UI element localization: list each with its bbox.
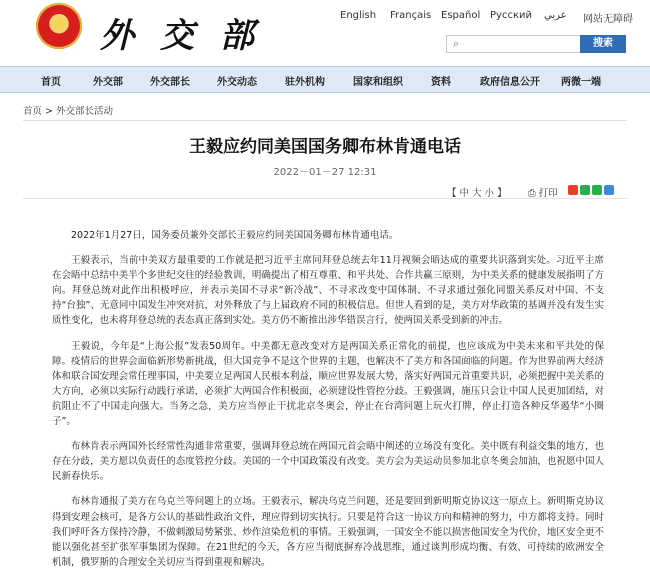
lang-russian-link[interactable]: Русский xyxy=(490,10,532,21)
lang-english-link[interactable]: English xyxy=(340,10,377,21)
article-body xyxy=(52,228,604,580)
nav-item-gov-info[interactable]: 政府信息公开 xyxy=(480,77,540,88)
language-links xyxy=(340,10,650,24)
nav-item-social[interactable]: 两微一端 xyxy=(561,77,601,88)
search-button[interactable]: 搜索 xyxy=(580,35,626,53)
nav-item-resources[interactable]: 资料 xyxy=(431,77,451,88)
lang-spanish-link[interactable]: Español xyxy=(441,10,481,21)
font-size-control[interactable]: 【 中 大 小 】 xyxy=(447,188,507,199)
nav-item-diplomatic-news[interactable]: 外交动态 xyxy=(217,77,257,88)
nav-item-minister[interactable]: 外交部长 xyxy=(150,77,190,88)
print-label: 打印 xyxy=(538,188,558,199)
article-paragraph: 布林肯通报了美方在乌克兰等问题上的立场。王毅表示，解决乌克兰问题，还是要回到新明斯克协议这一原点上。新明斯克协议得到安理会核可，是各方公认的基础性政治文件，理应得到切实执行。只要是符合这一协议方向和精神的努力，中方都将支持。同时我们呼吁各方保持冷静，不做刺激局势紧张、炒作渲染危机的事情。王毅强调，一国安全不能以损害他国安全为代价，地区安全更不能以强化甚至扩张军事集团为保障。在21世纪的今天，各方应当彻底摒弃冷战思维，通过谈判形成均衡、有效、可持续的欧洲安全机制，俄罗斯的合理安全关切应当得到重视和解决。 xyxy=(52,496,604,568)
nav-item-home[interactable]: 首页 xyxy=(41,77,61,88)
site-header xyxy=(0,0,650,64)
search-input[interactable] xyxy=(465,36,575,51)
nav-item-missions[interactable]: 驻外机构 xyxy=(285,77,325,88)
article-paragraph: 王毅表示，当前中美双方最重要的工作就是把习近平主席同拜登总统去年11月视频会晤达成的重要共识落到实处。习近平主席在会晤中总结中美半个多世纪交往的经验教训，明确提出了相互尊重、和平共处、合作共赢三原则，为中美关系的健康发展指明了方向。拜登总统对此作出积极呼应，并表示美国不寻求“新冷战”、不寻求改变中国体制、不寻求通过强化同盟关系反对中国、不支持“台独”、无意同中国发生冲突对抗，对外释放了与上届政府不同的积极信息。但世人看到的是，美方对华政策的基调并没有发生实质性变化，也未将拜登总统的表态真正落到实处。美方仍不断推出涉华错误言行，使两国关系受到新的冲击。 xyxy=(52,255,604,327)
print-button[interactable] xyxy=(528,185,558,199)
print-icon: ⎙ xyxy=(528,188,536,199)
lang-french-link[interactable]: Français xyxy=(390,10,432,21)
nav-item-ministry[interactable]: 外交部 xyxy=(93,77,123,88)
divider xyxy=(23,120,627,121)
site-logo-text[interactable]: 外交部 xyxy=(100,16,280,56)
national-emblem-icon[interactable]: ★ xyxy=(36,3,82,49)
lang-arabic-link[interactable]: عربي xyxy=(544,10,567,21)
search-box xyxy=(446,35,626,53)
weibo-icon[interactable] xyxy=(568,185,578,195)
article-paragraph: 2022年1月27日，国务委员兼外交部长王毅应约同美国国务卿布林肯通电话。 xyxy=(71,230,399,241)
breadcrumb[interactable]: 首页 > 外交部长活动 xyxy=(23,106,113,117)
wechat-moments-icon[interactable] xyxy=(592,185,602,195)
article-paragraph: 布林肯表示两国外长经常性沟通非常重要，强调拜登总统在两国元首会晤中阐述的立场没有变化。美中既有利益交集的地方，也存在分歧，美方愿以负责任的态度管控分歧。美国的一个中国政策没有改变。美方会为美运动员参加北京冬奥会加油，也祝愿中国人民新春快乐。 xyxy=(52,441,604,483)
nav-item-countries[interactable]: 国家和组织 xyxy=(353,77,403,88)
article-paragraph: 王毅说，今年是“上海公报”发表50周年。中美都无意改变对方是两国关系正常化的前提，也应该成为中美未来和平共处的保障。疫情后的世界会面临新形势新挑战，但大国竞争不是这个世界的主题，也解决不了美方和各国面临的问题。作为世界前两大经济体和联合国安理会常任理事国，中美要立足两国人民根本利益，顺应世界发展大势，落实好两国元首重要共识，必须把握中美关系的大方向，必须以实际行动践行承诺，必须扩大两国合作积极面，必须建设性管控分歧。王毅强调，施压只会让中国人民更加团结，对抗阻止不了中国走向强大。当务之急，美方应当停止干扰北京冬奥会，停止在台湾问题上玩火打牌，停止打造各种反华遏华“小圈子”。 xyxy=(52,340,604,428)
share-buttons xyxy=(568,185,628,197)
main-nav xyxy=(0,66,650,93)
divider xyxy=(23,198,627,199)
article-date: 2022－01－27 12:31 xyxy=(273,167,377,178)
accessibility-link[interactable]: 网站无障碍 xyxy=(583,14,633,25)
wechat-icon[interactable] xyxy=(580,185,590,195)
article-title: 王毅应约同美国国务卿布林肯通电话 xyxy=(189,137,461,157)
share-icon[interactable] xyxy=(604,185,614,195)
search-icon: ⌕ xyxy=(453,37,460,50)
